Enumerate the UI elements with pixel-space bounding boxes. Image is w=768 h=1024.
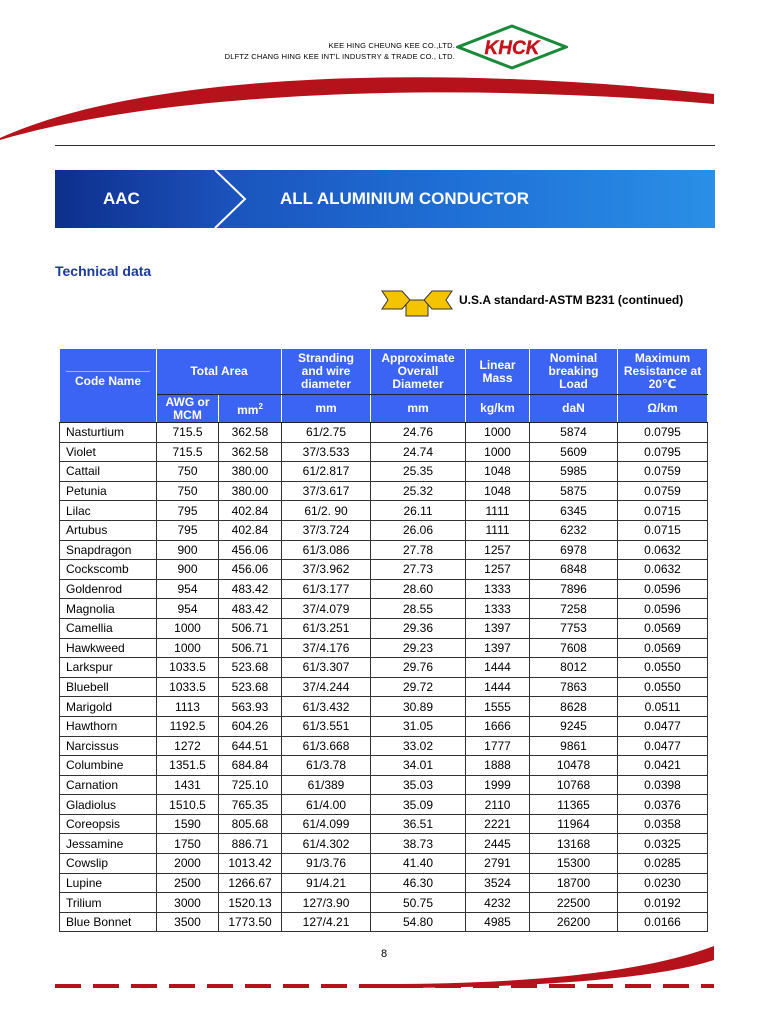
data-cell: 37/4.176	[282, 638, 371, 658]
data-cell: 3524	[466, 873, 530, 893]
table-row	[60, 560, 708, 580]
data-cell: 506.71	[219, 638, 282, 658]
section-title: Technical data	[55, 263, 152, 279]
data-cell: 380.00	[219, 481, 282, 501]
page-number: 8	[380, 948, 388, 960]
data-cell: 6848	[530, 560, 618, 580]
data-cell: 523.68	[219, 677, 282, 697]
data-cell: 1773.50	[219, 912, 282, 932]
unit-load: daN	[530, 395, 618, 423]
data-cell: 0.0477	[618, 736, 708, 756]
table-row	[60, 540, 708, 560]
data-cell: 0.0285	[618, 854, 708, 874]
data-cell: 127/3.90	[282, 893, 371, 913]
data-cell: 24.76	[371, 423, 466, 443]
data-cell: 1444	[466, 658, 530, 678]
data-cell: 2000	[157, 854, 219, 874]
data-cell: 0.0192	[618, 893, 708, 913]
data-cell: 8012	[530, 658, 618, 678]
data-cell: 4232	[466, 893, 530, 913]
data-cell: 1510.5	[157, 795, 219, 815]
data-cell: 61/389	[282, 775, 371, 795]
code-name-cell: Goldenrod	[60, 579, 157, 599]
data-cell: 5985	[530, 462, 618, 482]
data-cell: 0.0477	[618, 716, 708, 736]
standard-label: U.S.A standard-ASTM B231 (continued)	[459, 293, 684, 307]
data-cell: 0.0795	[618, 442, 708, 462]
data-cell: 1048	[466, 481, 530, 501]
data-cell: 1333	[466, 599, 530, 619]
data-cell: 0.0230	[618, 873, 708, 893]
data-cell: 15300	[530, 854, 618, 874]
code-name-cell: Gladiolus	[60, 795, 157, 815]
data-cell: 3500	[157, 912, 219, 932]
data-cell: 37/3.533	[282, 442, 371, 462]
header-total-area: Total Area	[157, 349, 282, 395]
data-cell: 37/3.617	[282, 481, 371, 501]
code-name-cell: Artubus	[60, 520, 157, 540]
header-divider	[55, 145, 715, 146]
data-cell: 1431	[157, 775, 219, 795]
data-cell: 30.89	[371, 697, 466, 717]
data-cell: 38.73	[371, 834, 466, 854]
data-cell: 1351.5	[157, 756, 219, 776]
code-name-cell: Hawthorn	[60, 716, 157, 736]
data-cell: 1666	[466, 716, 530, 736]
table-row	[60, 795, 708, 815]
data-cell: 61/3.086	[282, 540, 371, 560]
data-cell: 1777	[466, 736, 530, 756]
data-cell: 61/3.668	[282, 736, 371, 756]
data-cell: 61/3.177	[282, 579, 371, 599]
data-cell: 61/3.251	[282, 618, 371, 638]
data-cell: 5875	[530, 481, 618, 501]
data-cell: 8628	[530, 697, 618, 717]
data-cell: 25.35	[371, 462, 466, 482]
data-cell: 1520.13	[219, 893, 282, 913]
data-cell: 35.03	[371, 775, 466, 795]
code-name-cell: Larkspur	[60, 658, 157, 678]
unit-mass: kg/km	[466, 395, 530, 423]
data-cell: 644.51	[219, 736, 282, 756]
data-cell: 41.40	[371, 854, 466, 874]
data-cell: 10768	[530, 775, 618, 795]
data-cell: 523.68	[219, 658, 282, 678]
table-row	[60, 873, 708, 893]
technical-data-table	[59, 348, 708, 932]
data-cell: 9861	[530, 736, 618, 756]
code-name-cell: Lupine	[60, 873, 157, 893]
data-cell: 28.55	[371, 599, 466, 619]
data-cell: 61/4.099	[282, 814, 371, 834]
table-row	[60, 677, 708, 697]
data-cell: 0.0376	[618, 795, 708, 815]
data-cell: 0.0795	[618, 423, 708, 443]
data-cell: 1590	[157, 814, 219, 834]
logo-text: KHCK	[484, 38, 540, 59]
code-name-cell: Petunia	[60, 481, 157, 501]
table-row	[60, 423, 708, 443]
data-cell: 31.05	[371, 716, 466, 736]
data-cell: 1888	[466, 756, 530, 776]
company-name-line1: KEE HING CHEUNG KEE CO.,LTD.	[328, 41, 455, 50]
data-cell: 7863	[530, 677, 618, 697]
data-cell: 0.0596	[618, 599, 708, 619]
data-cell: 10478	[530, 756, 618, 776]
unit-diameter: mm	[371, 395, 466, 423]
table-row	[60, 481, 708, 501]
data-cell: 54.80	[371, 912, 466, 932]
code-name-cell: Camellia	[60, 618, 157, 638]
data-cell: 5609	[530, 442, 618, 462]
data-cell: 0.0166	[618, 912, 708, 932]
data-cell: 563.93	[219, 697, 282, 717]
data-cell: 6345	[530, 501, 618, 521]
data-cell: 1266.67	[219, 873, 282, 893]
table-row	[60, 834, 708, 854]
code-name-cell: Coreopsis	[60, 814, 157, 834]
data-cell: 5874	[530, 423, 618, 443]
data-cell: 2445	[466, 834, 530, 854]
data-cell: 0.0358	[618, 814, 708, 834]
data-cell: 0.0569	[618, 638, 708, 658]
unit-stranding: mm	[282, 395, 371, 423]
data-cell: 29.72	[371, 677, 466, 697]
data-cell: 1397	[466, 618, 530, 638]
table-body	[60, 423, 708, 932]
data-cell: 46.30	[371, 873, 466, 893]
header-swoosh	[0, 60, 768, 140]
table-row	[60, 501, 708, 521]
table-row	[60, 716, 708, 736]
data-cell: 402.84	[219, 520, 282, 540]
data-cell: 362.58	[219, 423, 282, 443]
code-name-cell: Snapdragon	[60, 540, 157, 560]
header-code-name: Code Name	[60, 349, 157, 423]
table-row	[60, 442, 708, 462]
data-cell: 35.09	[371, 795, 466, 815]
header-breaking-load: Nominal breaking Load	[530, 349, 618, 395]
data-cell: 34.01	[371, 756, 466, 776]
table-row	[60, 658, 708, 678]
data-cell: 61/4.00	[282, 795, 371, 815]
data-cell: 795	[157, 501, 219, 521]
data-cell: 0.0325	[618, 834, 708, 854]
data-cell: 954	[157, 579, 219, 599]
data-cell: 795	[157, 520, 219, 540]
data-cell: 91/3.76	[282, 854, 371, 874]
data-cell: 1000	[157, 638, 219, 658]
data-cell: 9245	[530, 716, 618, 736]
data-cell: 7608	[530, 638, 618, 658]
table-row	[60, 814, 708, 834]
data-cell: 7258	[530, 599, 618, 619]
data-cell: 0.0550	[618, 658, 708, 678]
data-cell: 402.84	[219, 501, 282, 521]
data-cell: 886.71	[219, 834, 282, 854]
table-row	[60, 520, 708, 540]
code-name-cell: Columbine	[60, 756, 157, 776]
data-cell: 1257	[466, 540, 530, 560]
data-cell: 1033.5	[157, 677, 219, 697]
data-cell: 0.0632	[618, 560, 708, 580]
data-cell: 0.0596	[618, 579, 708, 599]
data-cell: 127/4.21	[282, 912, 371, 932]
data-cell: 2791	[466, 854, 530, 874]
code-name-cell: Narcissus	[60, 736, 157, 756]
unit-awg: AWG or MCM	[157, 395, 219, 423]
table-row	[60, 912, 708, 932]
data-cell: 900	[157, 560, 219, 580]
table-row	[60, 854, 708, 874]
header-resistance: Maximum Resistance at 20℃	[618, 349, 708, 395]
header-linear-mass: Linear Mass	[466, 349, 530, 395]
data-cell: 18700	[530, 873, 618, 893]
header-stranding: Stranding and wire diameter	[282, 349, 371, 395]
data-cell: 0.0511	[618, 697, 708, 717]
data-cell: 380.00	[219, 462, 282, 482]
data-cell: 0.0550	[618, 677, 708, 697]
code-name-cell: Lilac	[60, 501, 157, 521]
data-cell: 27.73	[371, 560, 466, 580]
code-name-cell: Jessamine	[60, 834, 157, 854]
unit-resistance: Ω/km	[618, 395, 708, 423]
data-cell: 0.0569	[618, 618, 708, 638]
data-cell: 1397	[466, 638, 530, 658]
data-cell: 11365	[530, 795, 618, 815]
data-cell: 715.5	[157, 423, 219, 443]
data-cell: 6232	[530, 520, 618, 540]
data-cell: 61/3.307	[282, 658, 371, 678]
data-cell: 0.0421	[618, 756, 708, 776]
code-name-cell: Trilium	[60, 893, 157, 913]
data-cell: 61/4.302	[282, 834, 371, 854]
data-cell: 37/4.079	[282, 599, 371, 619]
data-cell: 1111	[466, 520, 530, 540]
code-name-cell: Carnation	[60, 775, 157, 795]
code-name-cell: Marigold	[60, 697, 157, 717]
data-cell: 61/2.817	[282, 462, 371, 482]
data-cell: 37/3.962	[282, 560, 371, 580]
data-cell: 1048	[466, 462, 530, 482]
table-row	[60, 638, 708, 658]
header-row-titles	[60, 349, 708, 395]
data-cell: 604.26	[219, 716, 282, 736]
data-cell: 6978	[530, 540, 618, 560]
data-cell: 61/2. 90	[282, 501, 371, 521]
table-row	[60, 462, 708, 482]
code-name-cell: Hawkweed	[60, 638, 157, 658]
data-cell: 0.0759	[618, 462, 708, 482]
data-cell: 0.0632	[618, 540, 708, 560]
company-name-line2: DLFTZ CHANG HING KEE INT'L INDUSTRY & TRADE CO., LTD.	[224, 52, 455, 61]
table-row	[60, 599, 708, 619]
data-cell: 1750	[157, 834, 219, 854]
data-cell: 1000	[466, 442, 530, 462]
data-cell: 1555	[466, 697, 530, 717]
data-cell: 1192.5	[157, 716, 219, 736]
data-cell: 684.84	[219, 756, 282, 776]
data-cell: 22500	[530, 893, 618, 913]
data-cell: 50.75	[371, 893, 466, 913]
data-cell: 36.51	[371, 814, 466, 834]
data-cell: 765.35	[219, 795, 282, 815]
data-cell: 1000	[157, 618, 219, 638]
data-cell: 26.06	[371, 520, 466, 540]
data-cell: 3000	[157, 893, 219, 913]
data-cell: 750	[157, 462, 219, 482]
data-cell: 37/3.724	[282, 520, 371, 540]
data-cell: 33.02	[371, 736, 466, 756]
data-cell: 2110	[466, 795, 530, 815]
data-cell: 24.74	[371, 442, 466, 462]
data-cell: 26200	[530, 912, 618, 932]
data-cell: 61/3.78	[282, 756, 371, 776]
table-row	[60, 756, 708, 776]
data-cell: 29.36	[371, 618, 466, 638]
company-names	[150, 40, 455, 62]
data-cell: 61/3.432	[282, 697, 371, 717]
data-cell: 13168	[530, 834, 618, 854]
data-cell: 28.60	[371, 579, 466, 599]
table-row	[60, 893, 708, 913]
data-cell: 25.32	[371, 481, 466, 501]
code-name-cell: Violet	[60, 442, 157, 462]
code-name-cell: Magnolia	[60, 599, 157, 619]
data-cell: 91/4.21	[282, 873, 371, 893]
data-cell: 805.68	[219, 814, 282, 834]
data-cell: 7753	[530, 618, 618, 638]
data-cell: 715.5	[157, 442, 219, 462]
table-row	[60, 618, 708, 638]
data-cell: 2500	[157, 873, 219, 893]
table-row	[60, 697, 708, 717]
data-cell: 0.0759	[618, 481, 708, 501]
data-cell: 1444	[466, 677, 530, 697]
data-cell: 61/3.551	[282, 716, 371, 736]
header-overall-diameter: Approximate Overall Diameter	[371, 349, 466, 395]
data-cell: 483.42	[219, 599, 282, 619]
data-cell: 1272	[157, 736, 219, 756]
data-cell: 37/4.244	[282, 677, 371, 697]
banner-code: AAC	[103, 189, 140, 208]
data-cell: 483.42	[219, 579, 282, 599]
unit-mm2: $mm^2$	[219, 395, 282, 423]
data-cell: 954	[157, 599, 219, 619]
data-cell: 26.11	[371, 501, 466, 521]
table-row	[60, 579, 708, 599]
data-cell: 750	[157, 481, 219, 501]
code-name-cell: Bluebell	[60, 677, 157, 697]
data-cell: 1033.5	[157, 658, 219, 678]
data-cell: 1113	[157, 697, 219, 717]
data-cell: 0.0715	[618, 520, 708, 540]
footer-swoosh	[0, 944, 768, 1024]
data-cell: 456.06	[219, 540, 282, 560]
banner-title: ALL ALUMINIUM CONDUCTOR	[280, 189, 529, 208]
code-name-cell: Blue Bonnet	[60, 912, 157, 932]
data-cell: 456.06	[219, 560, 282, 580]
code-name-cell: Cockscomb	[60, 560, 157, 580]
header-row-units	[60, 395, 708, 423]
data-cell: 2221	[466, 814, 530, 834]
data-cell: 11964	[530, 814, 618, 834]
data-cell: 1999	[466, 775, 530, 795]
data-cell: 4985	[466, 912, 530, 932]
data-cell: 7896	[530, 579, 618, 599]
data-cell: 1000	[466, 423, 530, 443]
code-name-cell: Cattail	[60, 462, 157, 482]
data-cell: 27.78	[371, 540, 466, 560]
data-cell: 0.0398	[618, 775, 708, 795]
data-cell: 725.10	[219, 775, 282, 795]
data-cell: 1333	[466, 579, 530, 599]
data-cell: 1257	[466, 560, 530, 580]
data-cell: 362.58	[219, 442, 282, 462]
data-cell: 900	[157, 540, 219, 560]
code-name-cell: Cowslip	[60, 854, 157, 874]
data-cell: 0.0715	[618, 501, 708, 521]
cable-icon	[380, 288, 454, 318]
data-cell: 506.71	[219, 618, 282, 638]
data-cell: 29.76	[371, 658, 466, 678]
data-cell: 29.23	[371, 638, 466, 658]
table-row	[60, 736, 708, 756]
table-row	[60, 775, 708, 795]
data-cell: 61/2.75	[282, 423, 371, 443]
data-cell: 1111	[466, 501, 530, 521]
data-cell: 1013.42	[219, 854, 282, 874]
code-name-cell: Nasturtium	[60, 423, 157, 443]
